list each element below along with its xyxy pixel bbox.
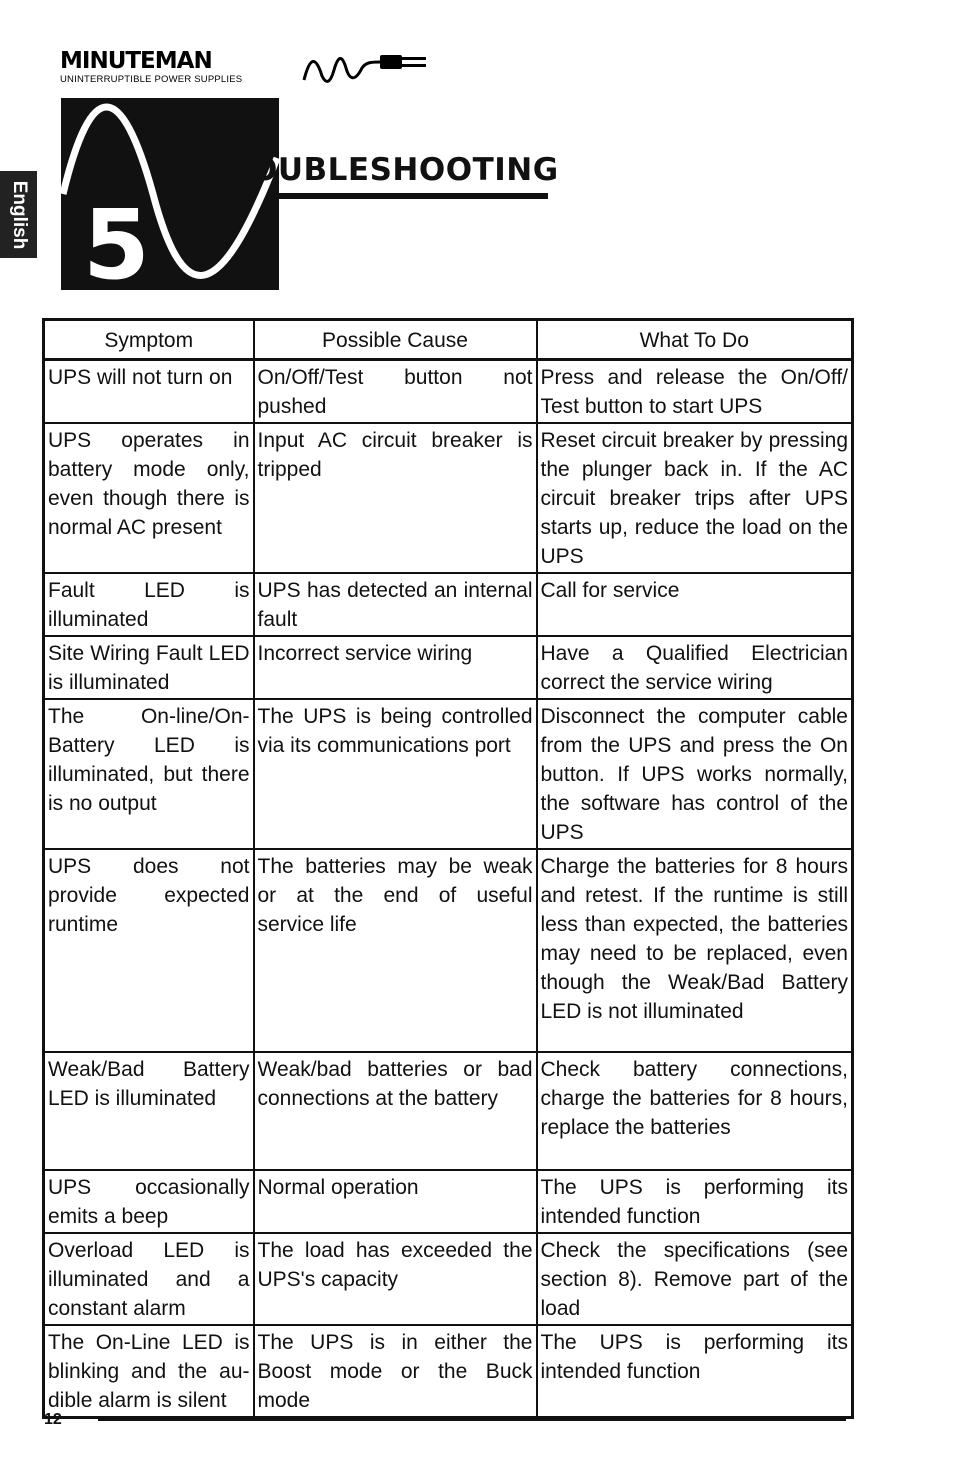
header-symptom: Symptom <box>44 320 254 360</box>
action-cell: Charge the batteries for 8 hours and retest. If the runtime is still less than expected, the batteries may need to be replaced, even though the Weak/Bad Battery LED is not illuminated <box>537 849 853 1052</box>
symptom-cell: Weak/Bad Battery LED is illuminated <box>44 1052 254 1170</box>
table-row <box>44 699 853 849</box>
page-number: 12 <box>44 1411 62 1428</box>
table-header-row <box>44 320 853 360</box>
table-row <box>44 423 853 573</box>
brand-logo <box>60 46 380 92</box>
table-row <box>44 636 853 699</box>
chapter-sine-wave-emblem <box>61 98 279 290</box>
action-cell: The UPS is performing its intended function <box>537 1325 853 1418</box>
cause-cell: The UPS is being controlled via its communications port <box>254 699 537 849</box>
action-cell: Press and release the On/Off/ Test button to start UPS <box>537 360 853 424</box>
cause-cell: UPS has detected an internal fault <box>254 573 537 636</box>
symptom-cell: Site Wiring Fault LED is illuminated <box>44 636 254 699</box>
table-row <box>44 849 853 1052</box>
brand-tagline: UNINTERRUPTIBLE POWER SUPPLIES <box>60 74 243 85</box>
symptom-cell: UPS occasionally emits a beep <box>44 1170 254 1233</box>
action-cell: Reset circuit breaker by pressing the plunger back in. If the AC circuit breaker trips after UPS starts up, reduce the load on the UPS <box>537 423 853 573</box>
cause-cell: Incorrect service wiring <box>254 636 537 699</box>
power-plug-wave-icon <box>300 46 430 86</box>
cause-cell: Normal operation <box>254 1170 537 1233</box>
chapter-title-rule <box>278 193 548 199</box>
action-cell: The UPS is performing its intended function <box>537 1170 853 1233</box>
symptom-cell: UPS will not turn on <box>44 360 254 424</box>
troubleshooting-table <box>42 318 854 1419</box>
table-row <box>44 1233 853 1325</box>
table-row <box>44 1170 853 1233</box>
action-cell: Have a Qualified Electrician correct the service wiring <box>537 636 853 699</box>
table-row <box>44 1052 853 1170</box>
chapter-title: TROUBLESHOOTING <box>205 152 559 188</box>
cause-cell: On/Off/Test button not pushed <box>254 360 537 424</box>
symptom-cell: Fault LED is illuminated <box>44 573 254 636</box>
table-row <box>44 573 853 636</box>
table-row <box>44 1325 853 1418</box>
table-row <box>44 360 853 424</box>
action-cell: Disconnect the computer cable from the UPS and press the On button. If UPS works normally, the software has control of the UPS <box>537 699 853 849</box>
header-what-to-do: What To Do <box>537 320 853 360</box>
cause-cell: The UPS is in either the Boost mode or the Buck mode <box>254 1325 537 1418</box>
language-tab <box>0 171 37 258</box>
header-possible-cause: Possible Cause <box>254 320 537 360</box>
symptom-cell: The On-Line LED is blinking and the au-dible alarm is silent <box>44 1325 254 1418</box>
symptom-cell: The On-line/On-Battery LED is illuminated, but there is no output <box>44 699 254 849</box>
footer-rule <box>98 1418 846 1421</box>
symptom-cell: UPS does not provide expected runtime <box>44 849 254 1052</box>
action-cell: Check the specifications (see section 8). Remove part of the load <box>537 1233 853 1325</box>
brand-name: MINUTEMAN <box>60 48 212 74</box>
cause-cell: The load has exceeded the UPS's capacity <box>254 1233 537 1325</box>
cause-cell: Input AC circuit breaker is tripped <box>254 423 537 573</box>
language-tab-label: English <box>8 180 30 249</box>
action-cell: Call for service <box>537 573 853 636</box>
action-cell: Check battery connections, charge the batteries for 8 hours, replace the batteries <box>537 1052 853 1170</box>
symptom-cell: Overload LED is illuminated and a constant alarm <box>44 1233 254 1325</box>
symptom-cell: UPS operates in battery mode only, even though there is normal AC present <box>44 423 254 573</box>
cause-cell: Weak/bad batteries or bad connections at the battery <box>254 1052 537 1170</box>
chapter-number: 5 <box>83 189 150 290</box>
cause-cell: The batteries may be weak or at the end of useful service life <box>254 849 537 1052</box>
